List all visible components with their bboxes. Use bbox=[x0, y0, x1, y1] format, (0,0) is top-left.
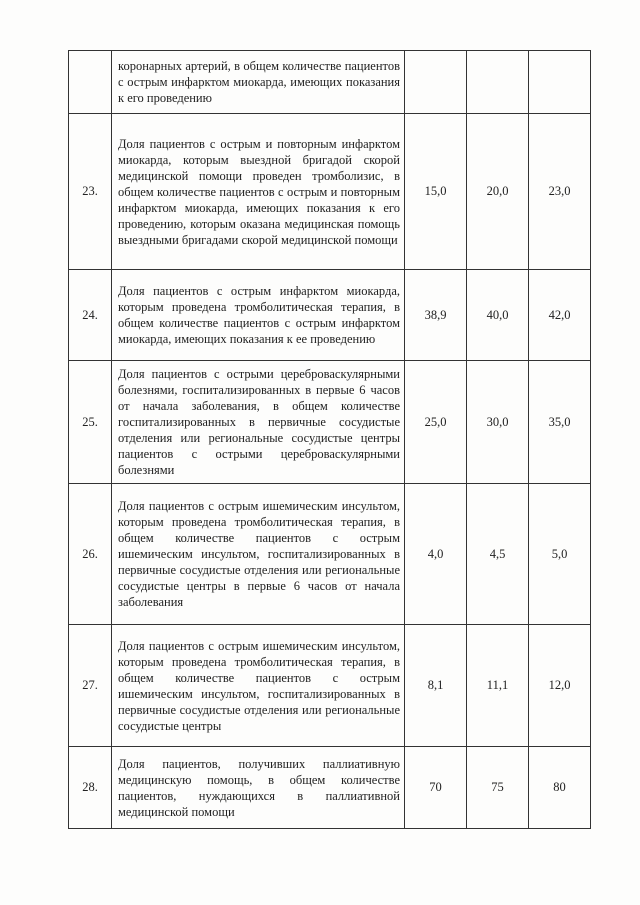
table-row bbox=[69, 361, 591, 484]
table-row bbox=[69, 625, 591, 747]
value-col-3 bbox=[529, 51, 591, 114]
table-row bbox=[69, 484, 591, 625]
row-number: 25. bbox=[69, 361, 112, 484]
value-col-2 bbox=[467, 51, 529, 114]
value-col-3: 5,0 bbox=[529, 484, 591, 625]
table-row bbox=[69, 747, 591, 829]
indicators-table bbox=[68, 50, 591, 829]
row-number: 28. bbox=[69, 747, 112, 829]
table-row bbox=[69, 114, 591, 270]
value-col-3: 35,0 bbox=[529, 361, 591, 484]
value-col-1: 4,0 bbox=[405, 484, 467, 625]
row-number: 24. bbox=[69, 270, 112, 361]
table-row bbox=[69, 51, 591, 114]
value-col-2: 20,0 bbox=[467, 114, 529, 270]
value-col-2: 4,5 bbox=[467, 484, 529, 625]
row-number: 26. bbox=[69, 484, 112, 625]
row-description: Доля пациентов с острыми цереброваскулярными болезнями, госпитализированных в первые 6 часов от начала заболевания, в общем количестве госпитализированных в первичные сосудистые отделения или региональные сосудистые центры пациентов с острыми цереброваскулярными болезнями bbox=[112, 361, 405, 484]
row-number bbox=[69, 51, 112, 114]
row-number: 27. bbox=[69, 625, 112, 747]
row-description: коронарных артерий, в общем количестве пациентов с острым инфарктом миокарда, имеющих показания к его проведению bbox=[112, 51, 405, 114]
value-col-1: 25,0 bbox=[405, 361, 467, 484]
value-col-2: 75 bbox=[467, 747, 529, 829]
value-col-1: 8,1 bbox=[405, 625, 467, 747]
value-col-3: 80 bbox=[529, 747, 591, 829]
value-col-2: 11,1 bbox=[467, 625, 529, 747]
row-description: Доля пациентов, получивших паллиативную медицинскую помощь, в общем количестве пациентов, нуждающихся в паллиативной медицинской помощи bbox=[112, 747, 405, 829]
row-description: Доля пациентов с острым и повторным инфарктом миокарда, которым выездной бригадой скорой медицинской помощи проведен тромболизис, в общем количестве пациентов с острым и повторным инфарктом миокарда, имеющих показания к его проведению, которым оказана медицинская помощь выездными бригадами скорой медицинской помощи bbox=[112, 114, 405, 270]
value-col-1: 15,0 bbox=[405, 114, 467, 270]
value-col-3: 42,0 bbox=[529, 270, 591, 361]
value-col-3: 23,0 bbox=[529, 114, 591, 270]
row-description: Доля пациентов с острым инфарктом миокарда, которым проведена тромболитическая терапия, в общем количестве пациентов с острым инфарктом миокарда, имеющих показания к ее проведению bbox=[112, 270, 405, 361]
value-col-1: 38,9 bbox=[405, 270, 467, 361]
value-col-1: 70 bbox=[405, 747, 467, 829]
row-description: Доля пациентов с острым ишемическим инсультом, которым проведена тромболитическая терапия, в общем количестве пациентов с острым ишемическим инсультом, госпитализированных в первичные сосудистые отделения или региональные сосудистые центры bbox=[112, 625, 405, 747]
value-col-1 bbox=[405, 51, 467, 114]
value-col-3: 12,0 bbox=[529, 625, 591, 747]
table-row bbox=[69, 270, 591, 361]
row-number: 23. bbox=[69, 114, 112, 270]
row-description: Доля пациентов с острым ишемическим инсультом, которым проведена тромболитическая терапия, в общем количестве пациентов с острым ишемическим инсультом, госпитализированных в первичные сосудистые отделения или региональные сосудистые центры в первые 6 часов от начала заболевания bbox=[112, 484, 405, 625]
value-col-2: 40,0 bbox=[467, 270, 529, 361]
value-col-2: 30,0 bbox=[467, 361, 529, 484]
